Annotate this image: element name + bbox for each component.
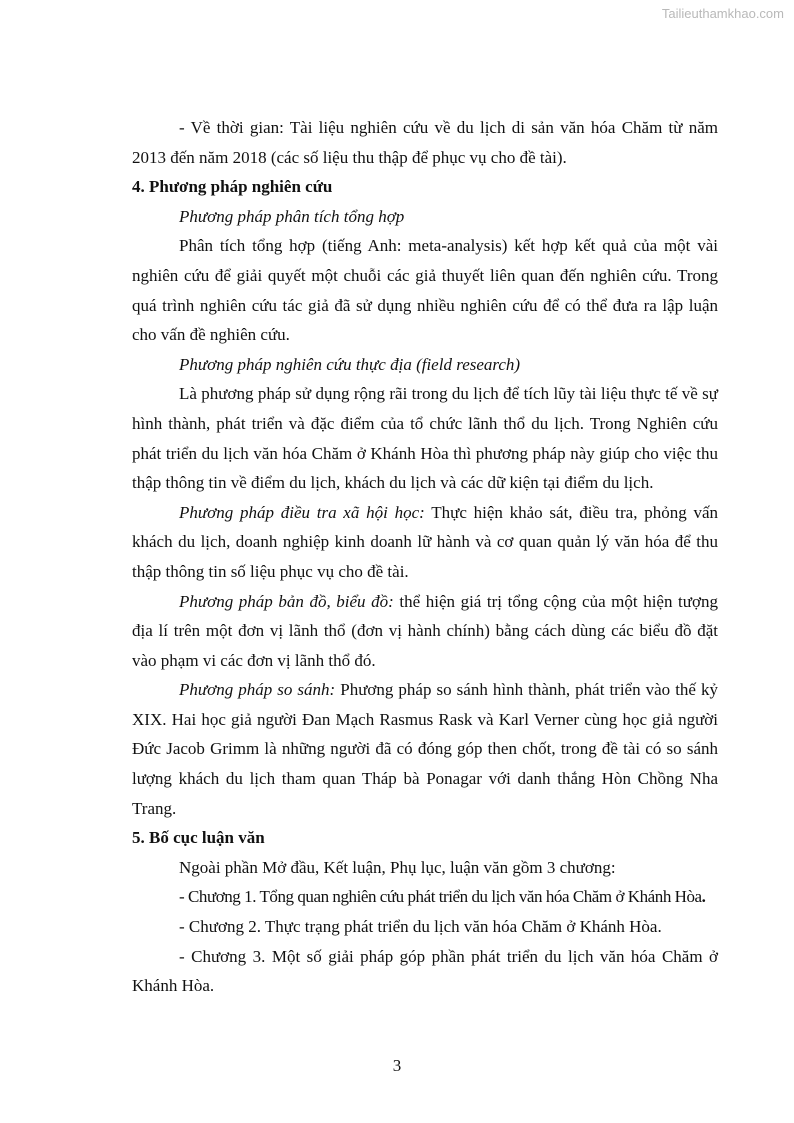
method-synthesis-body: Phân tích tổng hợp (tiếng Anh: meta-analysis) kết hợp kết quả của một vài nghiên cứu để giải quyết một chuỗi các giả thuyết liên quan đến nghiên cứu. Trong quá trình nghiên cứu tác giả đã sử dụng nhiều nghiên cứu để có thể đưa ra lập luận cho vấn đề nghiên cứu. — [132, 236, 718, 345]
watermark-text: Tailieuthamkhao.com — [661, 6, 784, 21]
method-compare-body: Phương pháp so sánh hình thành, phát triển vào thế kỷ XIX. Hai học giả người Đan Mạch Rasmus Rask và Karl Verner cùng học giả người Đức Jacob Grimm là những người đã có đóng góp then chốt, trong đề tài có so sánh lượng khách du lịch tham quan Tháp bà Ponagar với danh thắng Hòn Chồng Nha Trang. — [132, 680, 718, 818]
method-compare-paragraph — [132, 675, 718, 823]
method-map-title: Phương pháp bản đồ, biểu đồ: — [179, 591, 394, 611]
chapter-2-item: - Chương 2. Thực trạng phát triển du lịch văn hóa Chăm ở Khánh Hòa. — [179, 917, 662, 937]
method-survey-body: Thực hiện khảo sát, điều tra, phỏng vấn khách du lịch, doanh nghiệp kinh doanh lữ hành và cơ quan quản lý văn hóa để thu thập thông tin số liệu phục vụ cho đề tài. — [132, 502, 719, 581]
method-map-paragraph — [132, 587, 718, 676]
method-synthesis-title: Phương pháp phân tích tổng hợp — [179, 206, 405, 226]
method-map-body: thể hiện giá trị tổng cộng của một hiện tượng địa lí trên một đơn vị lãnh thổ (đơn vị hành chính) bằng cách dùng các biểu đồ đặt vào phạm vi các đơn vị lãnh thổ đó. — [132, 591, 718, 670]
scope-time-paragraph: - Về thời gian: Tài liệu nghiên cứu về du lịch di sản văn hóa Chăm từ năm 2013 đến năm 2018 (các số liệu thu thập để phục vụ cho đề tài). — [132, 118, 718, 167]
method-survey-title: Phương pháp điều tra xã hội học: — [179, 502, 425, 522]
chapter-1-item — [132, 882, 718, 912]
chapter-1-text: - Chương 1. Tổng quan nghiên cứu phát triển du lịch văn hóa Chăm ở Khánh Hòa — [179, 887, 702, 907]
page-number: 3 — [392, 1056, 402, 1075]
chapter-1-period: . — [701, 887, 706, 907]
chapter-3-item: - Chương 3. Một số giải pháp góp phần phát triển du lịch văn hóa Chăm ở Khánh Hòa. — [132, 946, 718, 996]
method-field-research-title: Phương pháp nghiên cứu thực địa (field research) — [179, 354, 521, 374]
method-field-research-body: Là phương pháp sử dụng rộng rãi trong du lịch để tích lũy tài liệu thực tế về sự hình thành, phát triển và đặc điểm của tổ chức lãnh thổ du lịch. Trong Nghiên cứu phát triển du lịch văn hóa Chăm ở Khánh Hòa thì phương pháp này giúp cho việc thu thập thông tin về điểm du lịch, khách du lịch và các dữ kiện tại điểm du lịch. — [132, 384, 718, 493]
section-heading-methods: 4. Phương pháp nghiên cứu — [132, 177, 333, 197]
method-compare-title: Phương pháp so sánh: — [179, 680, 336, 700]
structure-intro: Ngoài phần Mở đầu, Kết luận, Phụ lục, luận văn gồm 3 chương: — [179, 857, 616, 877]
method-survey-paragraph — [132, 498, 718, 587]
document-body — [132, 113, 718, 1001]
section-heading-structure: 5. Bố cục luận văn — [132, 828, 265, 848]
